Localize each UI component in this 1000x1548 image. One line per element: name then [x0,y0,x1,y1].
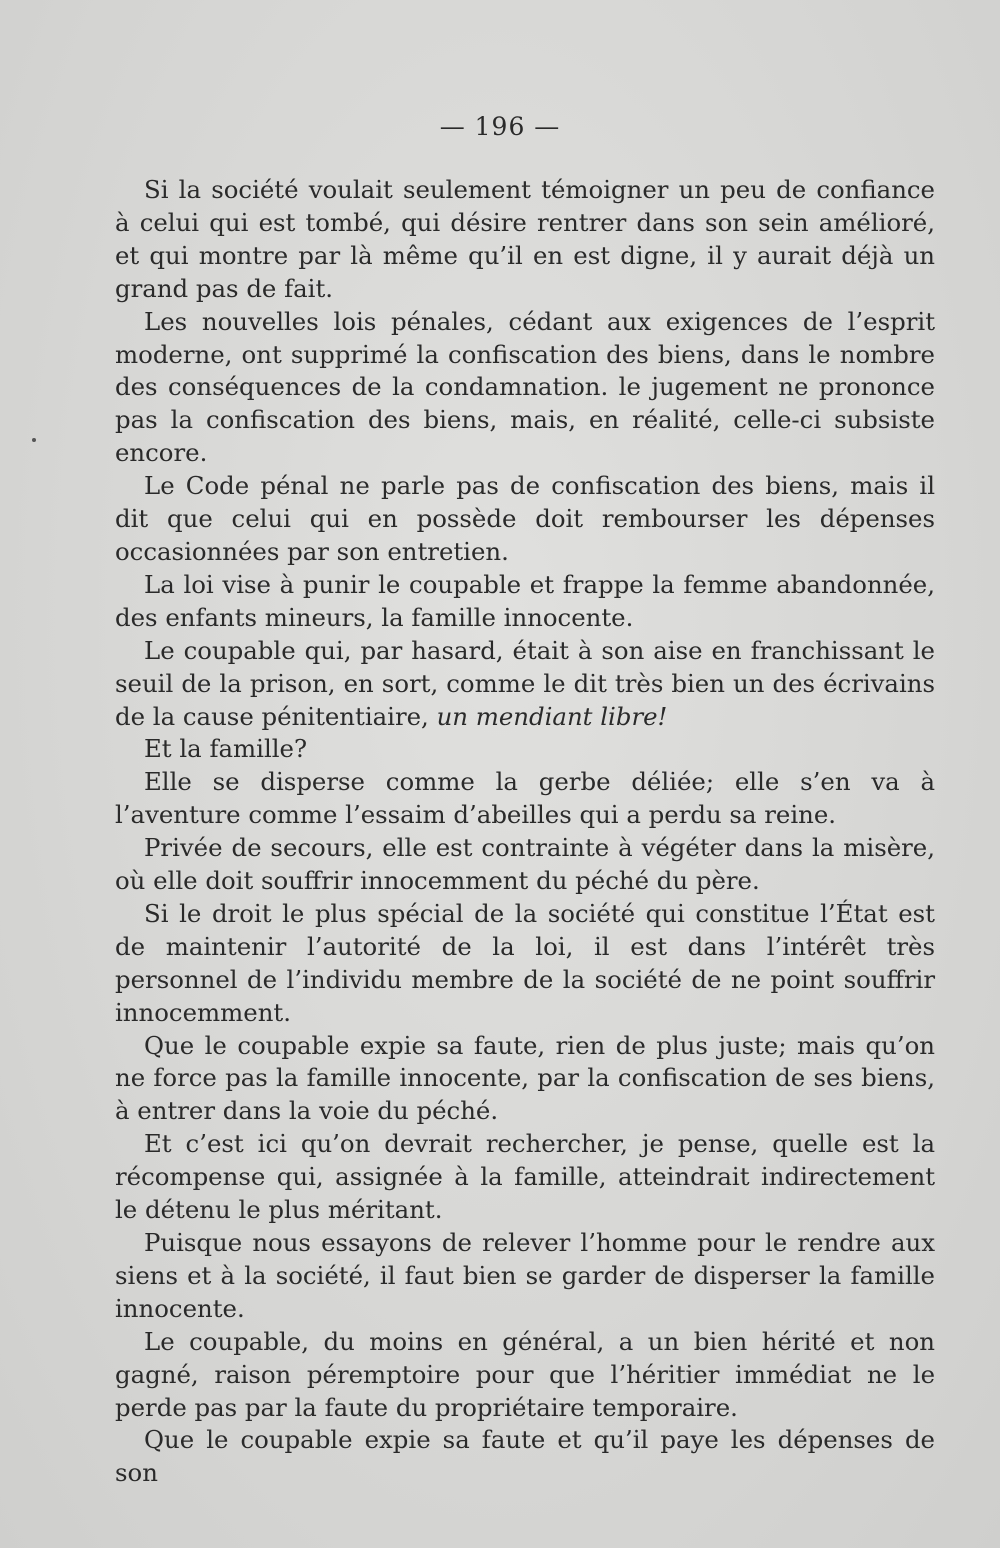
paragraph: Elle se disperse comme la gerbe déliée; elle s’en va à l’aventure comme l’essaim d’abeilles qui a perdu sa reine. [115,767,935,830]
paragraph-text: Le coupable qui, par hasard, était à son aise en franchissant le seuil de la prison, en sort, comme le dit très bien un des écrivains de la cause pénitentiaire, [115,635,935,731]
paragraph: Privée de secours, elle est contrainte à végéter dans la misère, où elle doit souffrir innocemment du péché du père. [115,833,935,896]
paragraph: Le coupable, du moins en général, a un bien hérité et non gagné, raison péremptoire pour que l’héritier immédiat ne le perde pas par la faute du propriétaire temporaire. [115,1326,935,1422]
paragraph: Et la famille? [144,734,308,764]
paragraph: Les nouvelles lois pénales, cédant aux exigences de l’esprit moderne, ont supprimé la confiscation des biens, dans le nombre des conséquences de la condamnation. le jugement ne prononce pas la confiscation des biens, mais, en réalité, celle-ci subsiste encore. [115,306,935,468]
paragraph: Le Code pénal ne parle pas de confiscation des biens, mais il dit que celui qui en possède doit rembourser les dépenses occasionnées par son entretien. [115,471,935,566]
paragraph: Si le droit le plus spécial de la société qui constitue l’État est de maintenir l’autorité de la loi, il est dans l’intérêt très personnel de l’individu membre de la société de ne point souffrir innocemment. [115,898,935,1027]
paragraph: La loi vise à punir le coupable et frappe la femme abandonnée, des enfants mineurs, la famille innocente. [115,569,935,632]
page-number: — 196 — [439,112,561,141]
paragraph: Si la société voulait seulement témoigner un peu de confiance à celui qui est tombé, qui désire rentrer dans son sein amélioré, et qui montre par là même qu’il en est digne, il y aurait déjà un grand pas de fait. [115,175,935,303]
italic-quote: un mendiant libre! [436,701,668,731]
paragraph: Que le coupable expie sa faute, rien de plus juste; mais qu’on ne force pas la famille innocente, par la confiscation de ses biens, à entrer dans la voie du péché. [115,1030,935,1126]
paragraph: Puisque nous essayons de relever l’homme pour le rendre aux siens et à la société, il faut bien se garder de disperser la famille innocente. [115,1228,935,1323]
ink-speck [32,438,36,442]
paragraph-continued: Que le coupable expie sa faute et qu’il paye les dépenses de son [115,1425,935,1488]
body-text [115,174,935,1490]
paragraph: Et c’est ici qu’on devrait rechercher, je pense, quelle est la récompense qui, assignée à la famille, atteindrait indirectement le détenu le plus méritant. [115,1129,935,1225]
paragraph-with-quote [115,635,935,734]
